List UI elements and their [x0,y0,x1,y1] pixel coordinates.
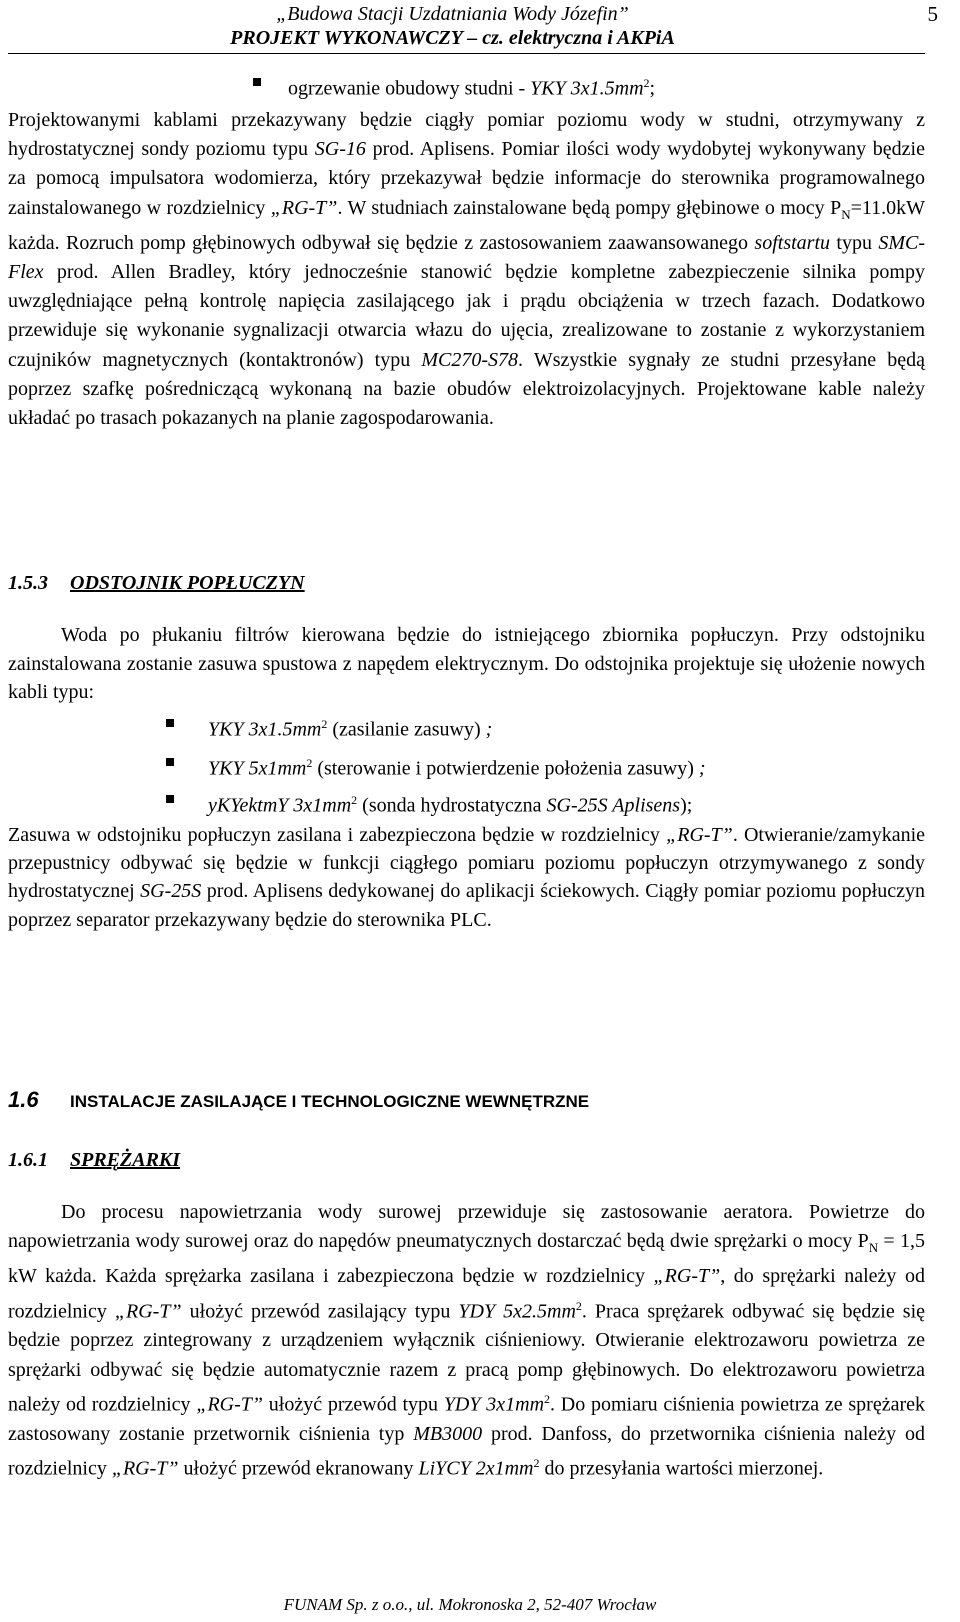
section-title: SPRĘŻARKI [70,1149,181,1171]
list-item-text: YKY $5x1mm^2$ (sterowanie i potwierdzenie położenia zasuwy) ; [208,756,706,780]
section-title: INSTALACJE ZASILAJĄCE I TECHNOLOGICZNE WEWNĘTRZNE [70,1092,590,1111]
bullet-square-icon [166,719,174,727]
page-number: 5 [927,2,938,26]
bullet-square-icon [253,78,261,86]
bullet-square-icon [166,795,174,803]
header-divider [8,53,925,54]
section-number: 1.6.1 [8,1149,48,1171]
section-title: ODSTOJNIK POPŁUCZYN [70,572,305,594]
paragraph-compressors: Do procesu napowietrzania wody surowej przewiduje się zastosowanie aeratora. Powietrze do napowietrzania wody surowej oraz do napędów pneumatycznych dostarczać będą dwie sprężarki o mocy $P_N = 1,5$ kW każda. Każda sprężarka zasilana i zabezpieczona będzie w rozdzielnicy „RG-T”, do sprężarki należy od rozdzielnicy „RG-T” ułożyć przewód zasilający typu YDY $5x2.5mm^2$. Praca sprężarek odbywać się będzie się będzie poprzez zintegrowany z urządzeniem wyłącznik ciśnieniowy. Otwieranie elektrozaworu powietrza ze sprężarki odbywać się będzie automatycznie razem z pracą pomp głębinowych. Do elektrozaworu powietrza należy od rozdzielnicy „RG-T” ułożyć przewód typu YDY $3x1mm^2$. Do pomiaru ciśnienia powietrza ze sprężarek zastosowany zostanie przetwornik ciśnienia typ MB3000 prod. Danfoss, do przetwornika ciśnienia należy od rozdzielnicy „RG-T” ułożyć przewód ekranowany LiYCY $2x1mm^2$ do przesyłania wartości mierzonej. [8,1201,926,1480]
header-title: „Budowa Stacji Uzdatniania Wody Józefin” [276,3,629,25]
paragraph-settler: Woda po płukaniu filtrów kierowana będzie do istniejącego zbiornika popłuczyn. Przy odstojniku zainstalowana zostanie zasuwa spustowa z napędem elektrycznym. Do odstojnika projektuje się ułożenie nowych kabli typu: [8,624,925,703]
list-item-text: YKY $3x1.5mm^2$ (zasilanie zasuwy) ; [208,717,493,741]
section-heading-1-6-1 [8,1148,180,1172]
section-number: 1.6 [8,1087,39,1112]
list-item-text: ogrzewanie obudowy studni - YKY $3x1.5mm^2$; [288,76,656,100]
page-footer: FUNAM Sp. z o.o., ul. Mokronoska 2, 52-407 Wrocław [283,1595,657,1614]
bullet-square-icon [166,758,174,766]
paragraph-wells: Projektowanymi kablami przekazywany będzie ciągły pomiar poziomu wody w studni, otrzymywany z hydrostatycznej sondy poziomu typu SG-16 prod. Aplisens. Pomiar ilości wody wydobytej wykonywany będzie za pomocą impulsatora wodomierza, który przekazywał będzie informacje do sterownika programowalnego zainstalowanego w rozdzielnicy „RG-T”. W studniach zainstalowane będą pompy głębinowe o mocy $P_N=11.0kW$ każda. Rozruch pomp głębinowych odbywał się będzie z zastosowaniem zaawansowanego softstartu typu SMC-Flex prod. Allen Bradley, który jednocześnie stanowić będzie kompletne zabezpieczenie silnika pompy uwzględniające pełną kontrolę napięcia zasilającego jak i prądu obciążenia w trzech fazach. Dodatkowo przewiduje się wykonanie sygnalizacji otwarcia włazu do ujęcia, zrealizowane to zostanie z wykorzystaniem czujników magnetycznych (kontaktronów) typu MC270-S78. Wszystkie sygnały ze studni przesyłane będą poprzez szafkę pośredniczącą wykonaną na bazie obudów elektroizolacyjnych. Projektowane kable należy układać po trasach pokazanych na planie zagospodarowania. [8,109,926,430]
list-item-text: yKYektmY $3x1mm^2$ (sonda hydrostatyczna SG-25S Aplisens); [208,793,693,817]
section-heading-1-5-3 [8,571,305,595]
header-subtitle: PROJEKT WYKONAWCZY – cz. elektryczna i AKPiA [230,27,675,49]
section-heading-1-6 [8,1087,589,1116]
paragraph-valve: Zasuwa w odstojniku popłuczyn zasilana i zabezpieczona będzie w rozdzielnicy „RG-T”. Otwieranie/zamykanie przepustnicy odbywać się będzie w funkcji ciągłego pomiaru poziomu popłuczyn otrzymywanego z sondy hydrostatycznej SG-25S prod. Aplisens dedykowanej do aplikacji ściekowych. Ciągły pomiar poziomu popłuczyn poprzez separator przekazywany będzie do sterownika PLC. [8,824,926,931]
section-number: 1.5.3 [8,572,48,594]
